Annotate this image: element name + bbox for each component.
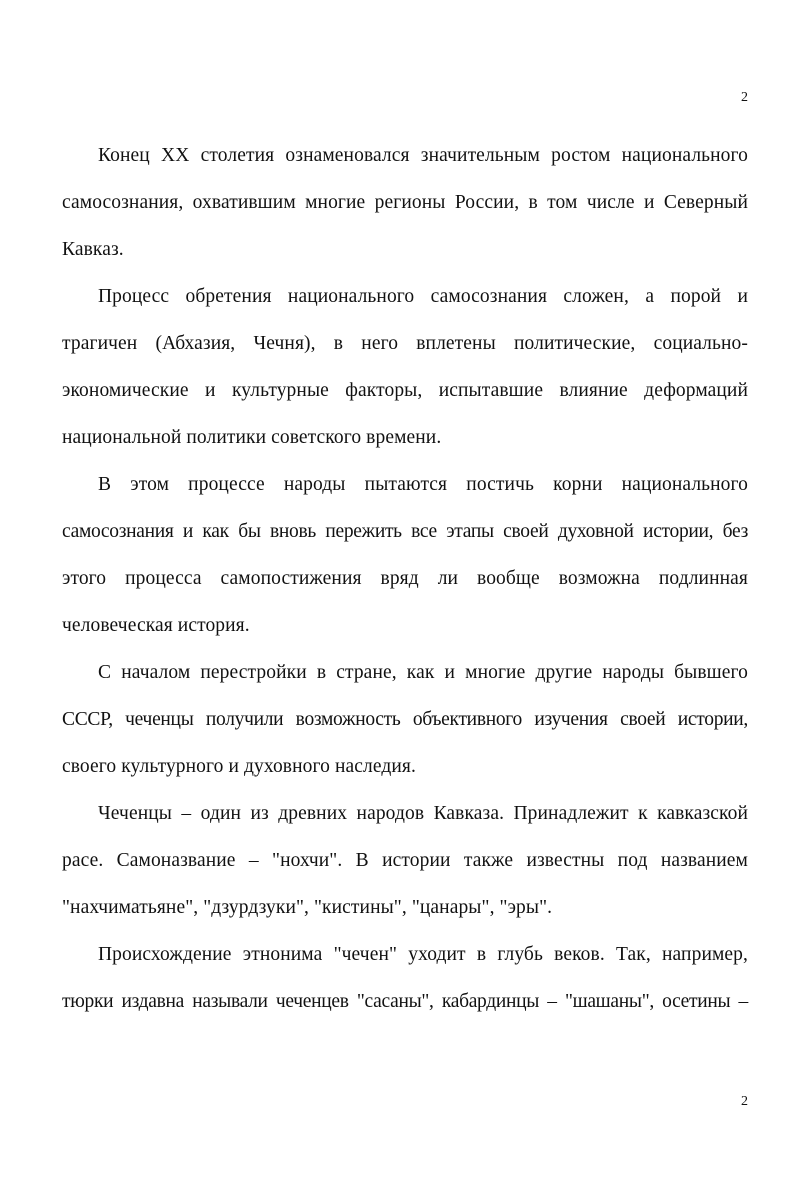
- text-line: Конец XX столетия ознаменовался значительным ростом национального: [98, 145, 748, 166]
- text-line: человеческая история.: [62, 615, 250, 636]
- text-line: тюрки издавна называли чеченцев "сасаны", кабардинцы – "шашаны", осетины –: [62, 991, 748, 1012]
- text-line: самосознания, охватившим многие регионы России, в том числе и Северный: [62, 192, 748, 213]
- text-line: этого процесса самопостижения вряд ли вообще возможна подлинная: [62, 568, 748, 589]
- text-line: Кавказ.: [62, 239, 124, 260]
- text-line: трагичен (Абхазия, Чечня), в него вплетены политические, социально-: [62, 333, 748, 354]
- text-line: "нахчиматьяне", "дзурдзуки", "кистины", "цанары", "эры".: [62, 897, 553, 918]
- text-line: экономические и культурные факторы, испытавшие влияние деформаций: [62, 380, 748, 401]
- text-line: Чеченцы – один из древних народов Кавказа. Принадлежит к кавказской: [98, 803, 748, 824]
- text-line: Процесс обретения национального самосознания сложен, а порой и: [98, 286, 748, 307]
- paragraph-4: [62, 649, 748, 790]
- text-line: расе. Самоназвание – "нохчи". В истории также известны под названием: [62, 850, 748, 871]
- paragraph-1: [62, 132, 748, 273]
- page-number-top: 2: [741, 90, 748, 105]
- text-line: самосознания и как бы вновь пережить все этапы своей духовной истории, без: [62, 521, 748, 542]
- document-body: [62, 132, 748, 1025]
- paragraph-6: [62, 931, 748, 1025]
- paragraph-5: [62, 790, 748, 931]
- text-line: В этом процессе народы пытаются постичь корни национального: [98, 474, 748, 495]
- text-line: национальной политики советского времени.: [62, 427, 442, 448]
- paragraph-3: [62, 461, 748, 649]
- text-line: СССР, чеченцы получили возможность объективного изучения своей истории,: [62, 709, 748, 730]
- page-number-bottom: 2: [741, 1094, 748, 1109]
- text-line: С началом перестройки в стране, как и многие другие народы бывшего: [98, 662, 748, 683]
- text-line: своего культурного и духовного наследия.: [62, 756, 416, 777]
- text-line: Происхождение этнонима "чечен" уходит в глубь веков. Так, например,: [98, 944, 748, 965]
- paragraph-2: [62, 273, 748, 461]
